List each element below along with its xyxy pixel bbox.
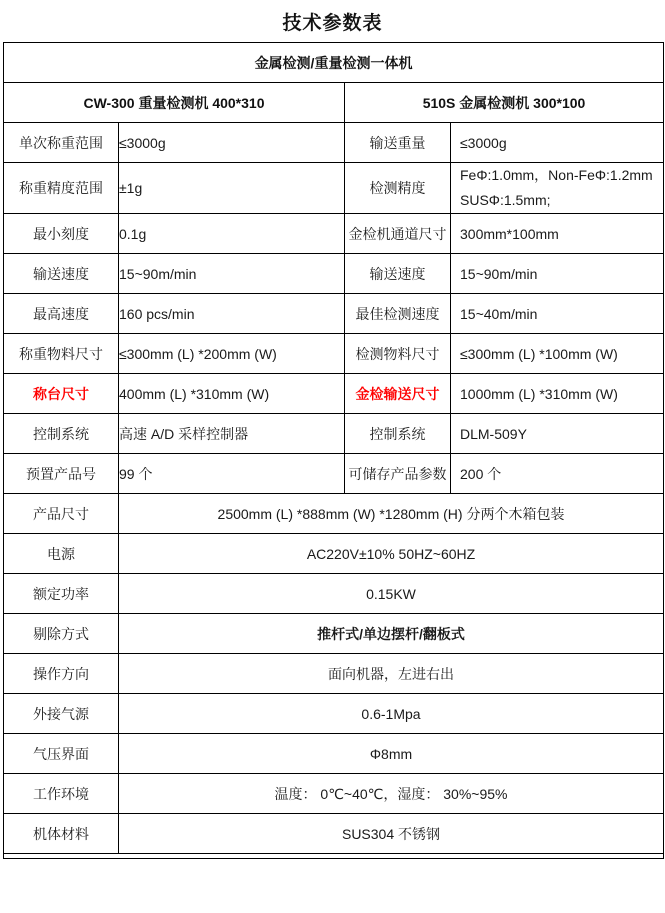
param-value-line: FeΦ:1.0mm，Non-FeΦ:1.2mm xyxy=(460,167,653,183)
table-row xyxy=(4,694,664,734)
param-value: 0.15KW xyxy=(119,574,664,614)
param-label: 称重物料尺寸 xyxy=(4,334,119,374)
param-value: 160 pcs/min xyxy=(119,294,345,334)
param-value: AC220V±10% 50HZ~60HZ xyxy=(119,534,664,574)
param-value: 300mm*100mm xyxy=(451,214,664,254)
params-table-body xyxy=(4,123,664,859)
table-row xyxy=(4,334,664,374)
param-value: ≤300mm (L) *100mm (W) xyxy=(451,334,664,374)
param-value: SUS304 不锈钢 xyxy=(119,814,664,854)
param-label: 金检机通道尺寸 xyxy=(345,214,451,254)
param-value: 15~90m/min xyxy=(451,254,664,294)
param-value: 面向机器，左进右出 xyxy=(119,654,664,694)
param-value-line: SUSΦ:1.5mm; xyxy=(460,192,551,208)
table-header-row xyxy=(4,43,664,83)
param-value: 2500mm (L) *888mm (W) *1280mm (H) 分两个木箱包装 xyxy=(119,494,664,534)
param-value: 0.1g xyxy=(119,214,345,254)
param-value: ≤3000g xyxy=(119,123,345,163)
column-header-510s: 510S 金属检测机 300*100 xyxy=(345,83,664,123)
param-label: 最佳检测速度 xyxy=(345,294,451,334)
param-label: 产品尺寸 xyxy=(4,494,119,534)
param-value xyxy=(451,163,664,214)
param-label: 输送重量 xyxy=(345,123,451,163)
param-value: 99 个 xyxy=(119,454,345,494)
table-row xyxy=(4,654,664,694)
param-value: 0.6-1Mpa xyxy=(119,694,664,734)
param-label: 检测物料尺寸 xyxy=(345,334,451,374)
table-row xyxy=(4,734,664,774)
param-value: 温度： 0℃~40℃，湿度： 30%~95% xyxy=(119,774,664,814)
param-label: 剔除方式 xyxy=(4,614,119,654)
table-row xyxy=(4,494,664,534)
param-value: 400mm (L) *310mm (W) xyxy=(119,374,345,414)
param-label: 控制系统 xyxy=(345,414,451,454)
param-value: 15~40m/min xyxy=(451,294,664,334)
param-label: 额定功率 xyxy=(4,574,119,614)
table-row xyxy=(4,534,664,574)
param-label: 控制系统 xyxy=(4,414,119,454)
table-title-cell: 金属检测/重量检测一体机 xyxy=(4,43,664,83)
param-label: 预置产品号 xyxy=(4,454,119,494)
param-label: 电源 xyxy=(4,534,119,574)
param-label: 最小刻度 xyxy=(4,214,119,254)
param-value: 200 个 xyxy=(451,454,664,494)
table-row xyxy=(4,574,664,614)
technical-parameters-table xyxy=(3,42,664,859)
param-label: 单次称重范围 xyxy=(4,123,119,163)
table-row xyxy=(4,614,664,654)
param-label: 输送速度 xyxy=(345,254,451,294)
param-label: 操作方向 xyxy=(4,654,119,694)
table-row xyxy=(4,254,664,294)
param-value: ±1g xyxy=(119,163,345,214)
table-row xyxy=(4,294,664,334)
param-value: ≤3000g xyxy=(451,123,664,163)
table-row xyxy=(4,454,664,494)
param-label: 可储存产品参数 xyxy=(345,454,451,494)
page-title: 技术参数表 xyxy=(282,13,383,34)
param-value: DLM-509Y xyxy=(451,414,664,454)
param-value: Φ8mm xyxy=(119,734,664,774)
table-row xyxy=(4,854,664,859)
param-label: 外接气源 xyxy=(4,694,119,734)
param-value: 推杆式/单边摆杆/翻板式 xyxy=(119,614,664,654)
param-label: 称重精度范围 xyxy=(4,163,119,214)
param-label: 金检输送尺寸 xyxy=(345,374,451,414)
param-value: 高速 A/D 采样控制器 xyxy=(119,414,345,454)
table-row xyxy=(4,374,664,414)
table-row xyxy=(4,814,664,854)
param-value: ≤300mm (L) *200mm (W) xyxy=(119,334,345,374)
table-row xyxy=(4,414,664,454)
param-value: 1000mm (L) *310mm (W) xyxy=(451,374,664,414)
param-label: 机体材料 xyxy=(4,814,119,854)
param-label: 称台尺寸 xyxy=(4,374,119,414)
param-value: 15~90m/min xyxy=(119,254,345,294)
param-label: 工作环境 xyxy=(4,774,119,814)
column-header-cw300: CW-300 重量检测机 400*310 xyxy=(4,83,345,123)
table-row xyxy=(4,163,664,214)
param-label: 气压界面 xyxy=(4,734,119,774)
param-label: 输送速度 xyxy=(4,254,119,294)
table-row xyxy=(4,214,664,254)
table-row xyxy=(4,123,664,163)
column-header-row xyxy=(4,83,664,123)
param-label: 检测精度 xyxy=(345,163,451,214)
param-label: 最高速度 xyxy=(4,294,119,334)
empty-row-cell xyxy=(4,854,664,859)
table-row xyxy=(4,774,664,814)
